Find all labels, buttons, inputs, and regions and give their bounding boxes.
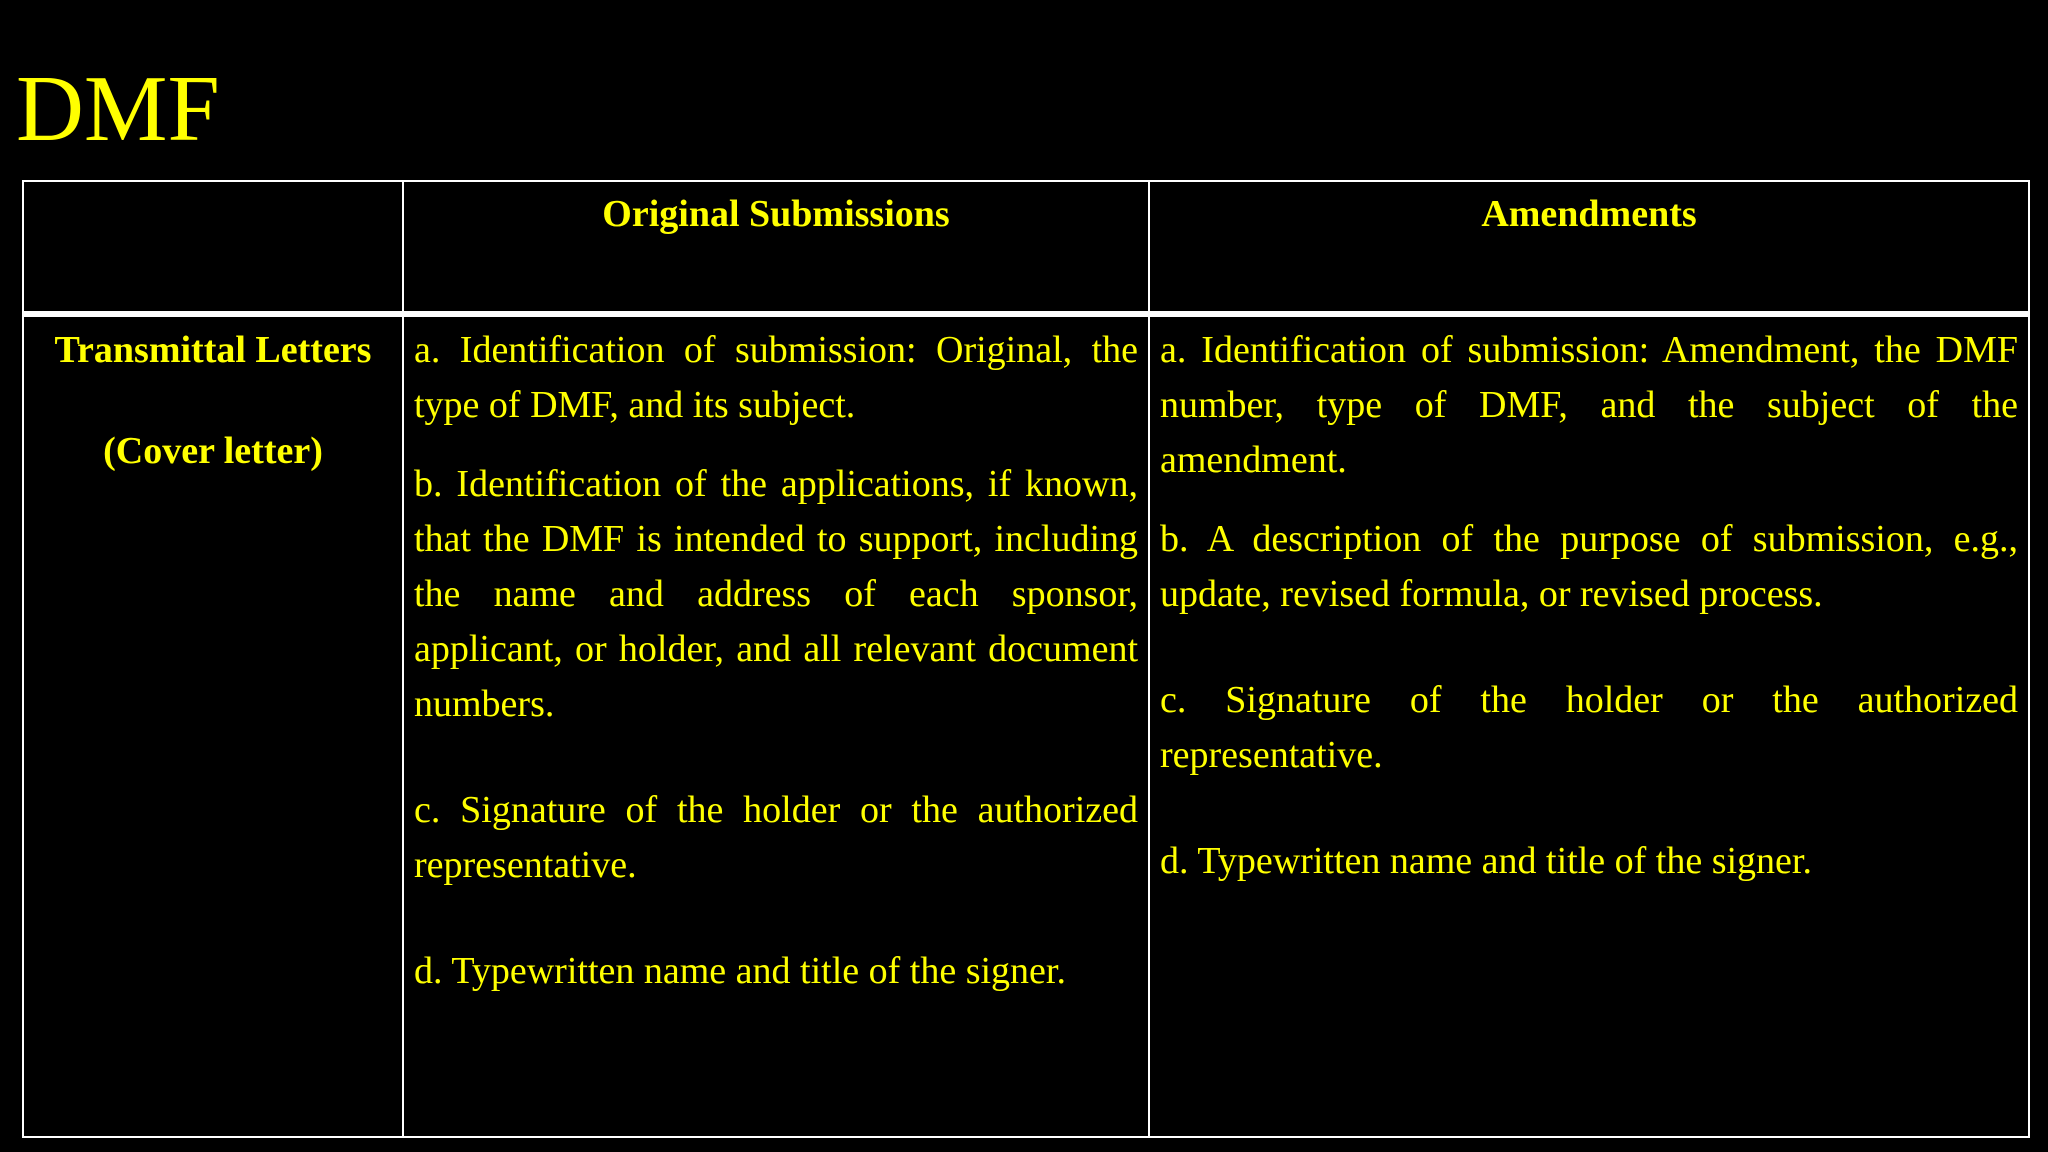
- row-label-cell: [23, 314, 403, 1137]
- original-item-c: c. Signature of the holder or the authorized representative.: [414, 789, 1138, 886]
- row-label-cover-letter: (Cover letter): [103, 430, 323, 473]
- table-row-transmittal-letters: [23, 314, 2029, 1137]
- original-item-b: b. Identification of the applications, if known, that the DMF is intended to support, including the name and address of each sponsor, applicant, or holder, and all relevant document numbers.: [414, 463, 1138, 725]
- slide-title: DMF: [16, 57, 220, 161]
- amendment-item-a: a. Identification of submission: Amendment, the DMF number, type of DMF, and the subject of the amendment.: [1160, 329, 2018, 481]
- dmf-comparison-table: [22, 180, 2030, 1138]
- table-header-row: [23, 181, 2029, 314]
- original-submissions-cell: [403, 314, 1149, 1137]
- amendments-cell: [1149, 314, 2029, 1137]
- original-item-a: a. Identification of submission: Original, the type of DMF, and its subject.: [414, 329, 1138, 426]
- amendment-item-c: c. Signature of the holder or the authorized representative.: [1160, 679, 2018, 776]
- row-label-transmittal-letters: Transmittal Letters: [54, 329, 372, 371]
- amendment-item-d: d. Typewritten name and title of the signer.: [1160, 840, 1812, 882]
- header-amendments: Amendments: [1149, 181, 2029, 314]
- original-item-d: d. Typewritten name and title of the signer.: [414, 950, 1066, 992]
- amendment-item-b: b. A description of the purpose of submission, e.g., update, revised formula, or revised process.: [1160, 518, 2018, 615]
- dmf-table-container: [22, 180, 2030, 1138]
- header-empty-cell: [23, 181, 403, 314]
- header-original-submissions: Original Submissions: [403, 181, 1149, 314]
